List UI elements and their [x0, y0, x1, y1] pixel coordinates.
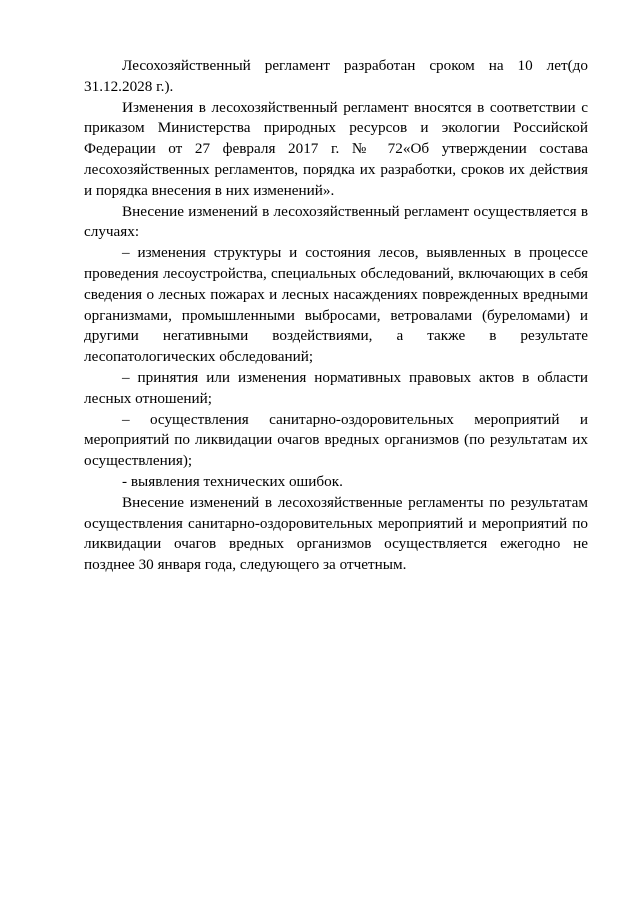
- annual-amendment-deadline-paragraph: Внесение изменений в лесохозяйственные регламенты по результатам осуществления санитарно-оздоровительных мероприятий и мероприятий по ликвидации очагов вредных организмов осуществляется ежегодно не позднее 30 января года, следующего за отчетным.: [84, 493, 588, 574]
- regulation-term-paragraph: Лесохозяйственный регламент разработан сроком на 10 лет(до 31.12.2028 г.).: [84, 57, 588, 95]
- case-forest-structure-item: – изменения структуры и состояния лесов, выявленных в процессе проведения лесоустройства, специальных обследований, включающих в себя сведения о лесных пожарах и лесных насаждениях поврежденных вредными организмами, промышленными выбросами, ветровалами (буреломами) и другими негативными воздействиями, а также в результате лесопатологических обследований;: [84, 244, 588, 366]
- case-sanitary-measures-item: – осуществления санитарно-оздоровительных мероприятий и мероприятий по ликвидации очагов вредных организмов (по результатам их осуществления);: [84, 410, 588, 470]
- amendment-cases-intro-paragraph: Внесение изменений в лесохозяйственный регламент осуществляется в случаях:: [84, 202, 588, 241]
- amendment-basis-paragraph: Изменения в лесохозяйственный регламент вносятся в соответствии с приказом Министерства природных ресурсов и экологии Российской Федерации от 27 февраля 2017 г. № 72«Об утверждении состава лесохозяйственных регламентов, порядка их разработки, сроков их действия и порядка внесения в них изменений».: [84, 98, 588, 199]
- document-page: [84, 56, 588, 576]
- case-technical-errors-item: - выявления технических ошибок.: [122, 472, 343, 490]
- case-legal-acts-item: – принятия или изменения нормативных правовых актов в области лесных отношений;: [84, 368, 588, 407]
